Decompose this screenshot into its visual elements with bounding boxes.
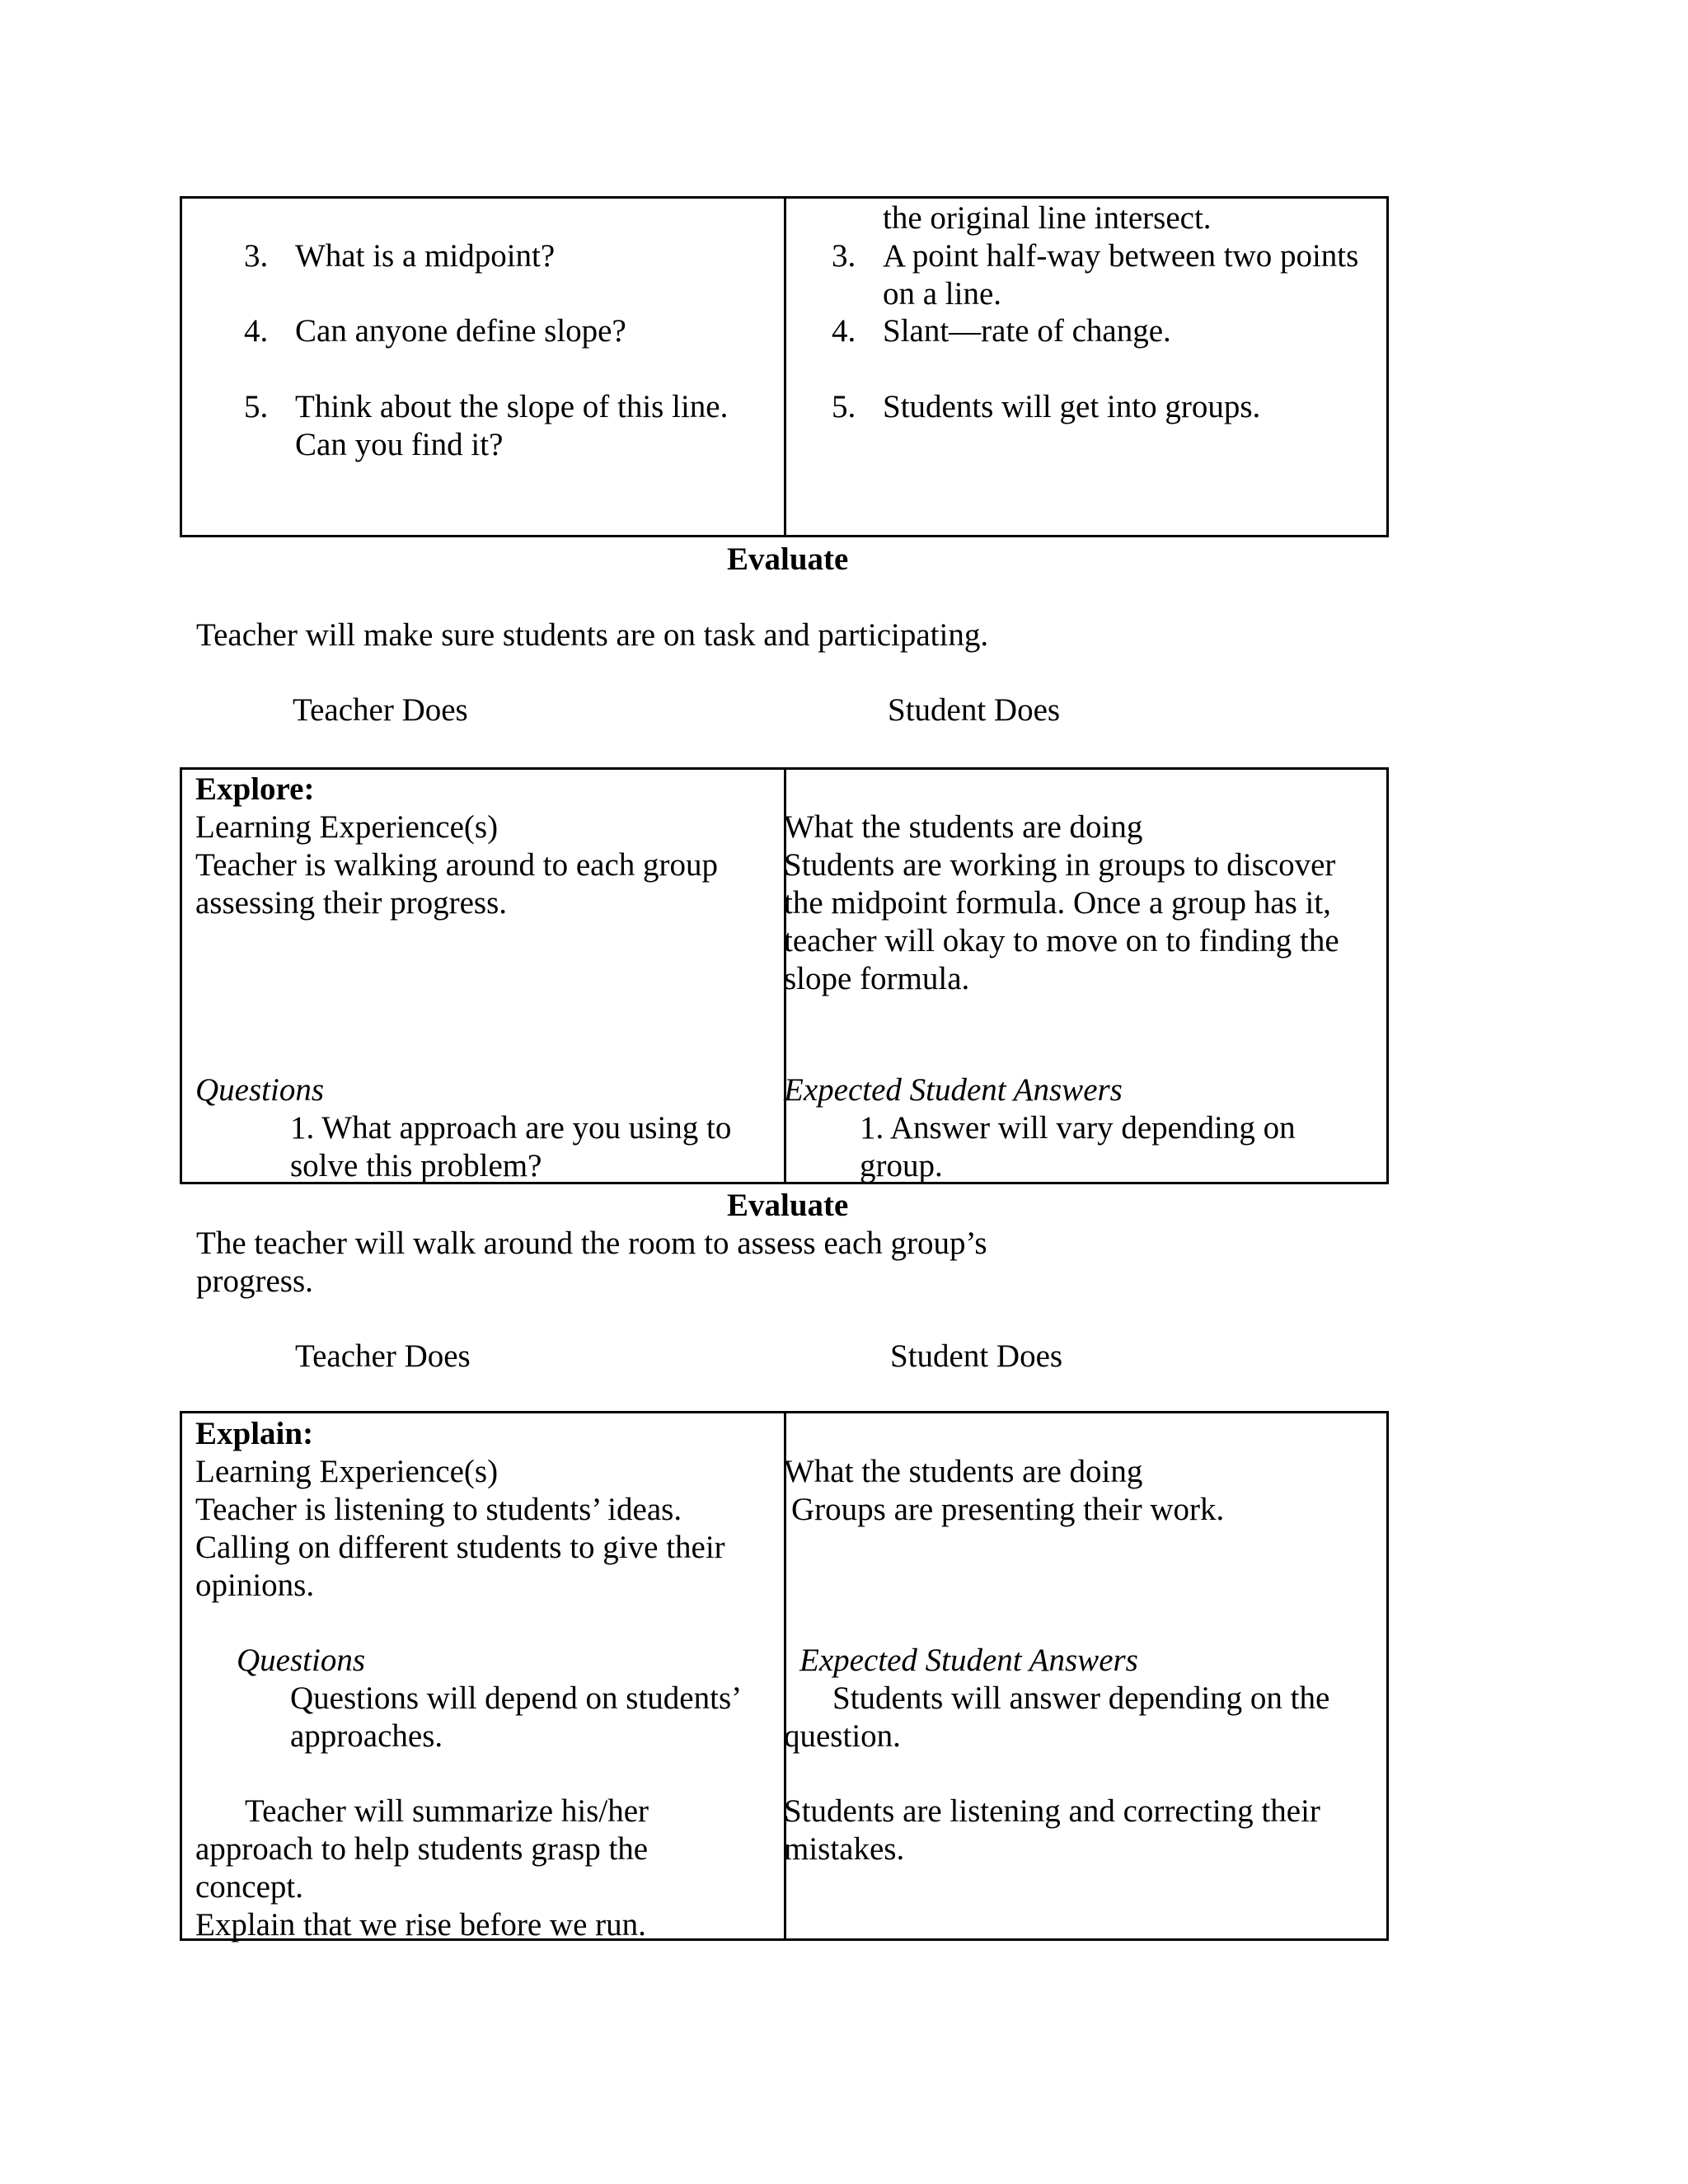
question-text: Can anyone define slope? — [295, 313, 626, 349]
question-text: approaches. — [290, 1718, 443, 1754]
column-header-teacher: Teacher Does — [295, 1338, 471, 1374]
questions-label: Questions — [237, 1643, 365, 1678]
student-activity-text: the midpoint formula. Once a group has it, — [784, 885, 1331, 921]
expected-answer-text: question. — [784, 1718, 901, 1754]
answer-text: Slant—rate of change. — [883, 313, 1171, 349]
list-number: 3. — [832, 238, 856, 274]
column-header-teacher: Teacher Does — [293, 692, 468, 728]
student-activity-label: What the students are doing — [784, 1454, 1143, 1489]
question-text: What is a midpoint? — [295, 238, 556, 274]
column-header-student: Student Does — [888, 692, 1061, 728]
learning-experience-label: Learning Experience(s) — [195, 1454, 499, 1489]
evaluate-text: progress. — [196, 1263, 313, 1299]
expected-answer-text: group. — [860, 1148, 943, 1183]
phase-title-explain: Explain: — [195, 1416, 314, 1451]
questions-label: Questions — [195, 1072, 324, 1108]
section-heading-evaluate: Evaluate — [727, 541, 849, 577]
evaluate-text: The teacher will walk around the room to assess each group’s — [196, 1226, 987, 1261]
teacher-summary-text: Teacher will summarize his/her — [245, 1793, 649, 1829]
expected-answers-label: Expected Student Answers — [799, 1643, 1138, 1678]
student-activity-label: What the students are doing — [784, 809, 1143, 845]
question-text: 1. What approach are you using to — [290, 1110, 732, 1146]
list-number: 4. — [244, 313, 269, 349]
question-text: Can you find it? — [295, 427, 504, 462]
column-header-student: Student Does — [890, 1338, 1063, 1374]
list-number: 5. — [832, 389, 856, 424]
teacher-summary-text: approach to help students grasp the — [195, 1831, 649, 1867]
answer-text: on a line. — [883, 276, 1002, 312]
answer-text: the original line intersect. — [883, 200, 1212, 236]
expected-answers-label: Expected Student Answers — [784, 1072, 1123, 1108]
teacher-activity-text: Teacher is listening to students’ ideas. — [195, 1492, 682, 1527]
teacher-activity-text: assessing their progress. — [195, 885, 508, 921]
answer-text: A point half-way between two points — [883, 238, 1359, 274]
student-activity-text: slope formula. — [784, 961, 970, 996]
student-activity-text: Students are working in groups to discover — [784, 847, 1336, 883]
learning-experience-label: Learning Experience(s) — [195, 809, 499, 845]
list-number: 3. — [244, 238, 269, 274]
question-text: solve this problem? — [290, 1148, 542, 1183]
list-number: 4. — [832, 313, 856, 349]
teacher-activity-text: Teacher is walking around to each group — [195, 847, 719, 883]
answer-text: Students will get into groups. — [883, 389, 1261, 424]
teacher-summary-text: concept. — [195, 1869, 304, 1905]
student-activity-text: mistakes. — [784, 1831, 905, 1867]
question-text: Think about the slope of this line. — [295, 389, 729, 424]
student-activity-text: Groups are presenting their work. — [791, 1492, 1225, 1527]
student-activity-text: Students are listening and correcting their — [784, 1793, 1320, 1829]
question-text: Questions will depend on students’ — [290, 1680, 743, 1716]
student-activity-text: teacher will okay to move on to finding the — [784, 923, 1339, 958]
list-number: 5. — [244, 389, 269, 424]
section-heading-evaluate: Evaluate — [727, 1188, 849, 1223]
teacher-activity-text: Calling on different students to give their — [195, 1530, 725, 1565]
expected-answer-text: 1. Answer will vary depending on — [860, 1110, 1296, 1146]
teacher-summary-text: Explain that we rise before we run. — [195, 1907, 646, 1943]
column-divider — [784, 199, 786, 535]
evaluate-text: Teacher will make sure students are on task and participating. — [196, 617, 989, 653]
teacher-activity-text: opinions. — [195, 1568, 315, 1603]
phase-title-explore: Explore: — [195, 771, 315, 807]
expected-answer-text: Students will answer depending on the — [832, 1680, 1330, 1716]
